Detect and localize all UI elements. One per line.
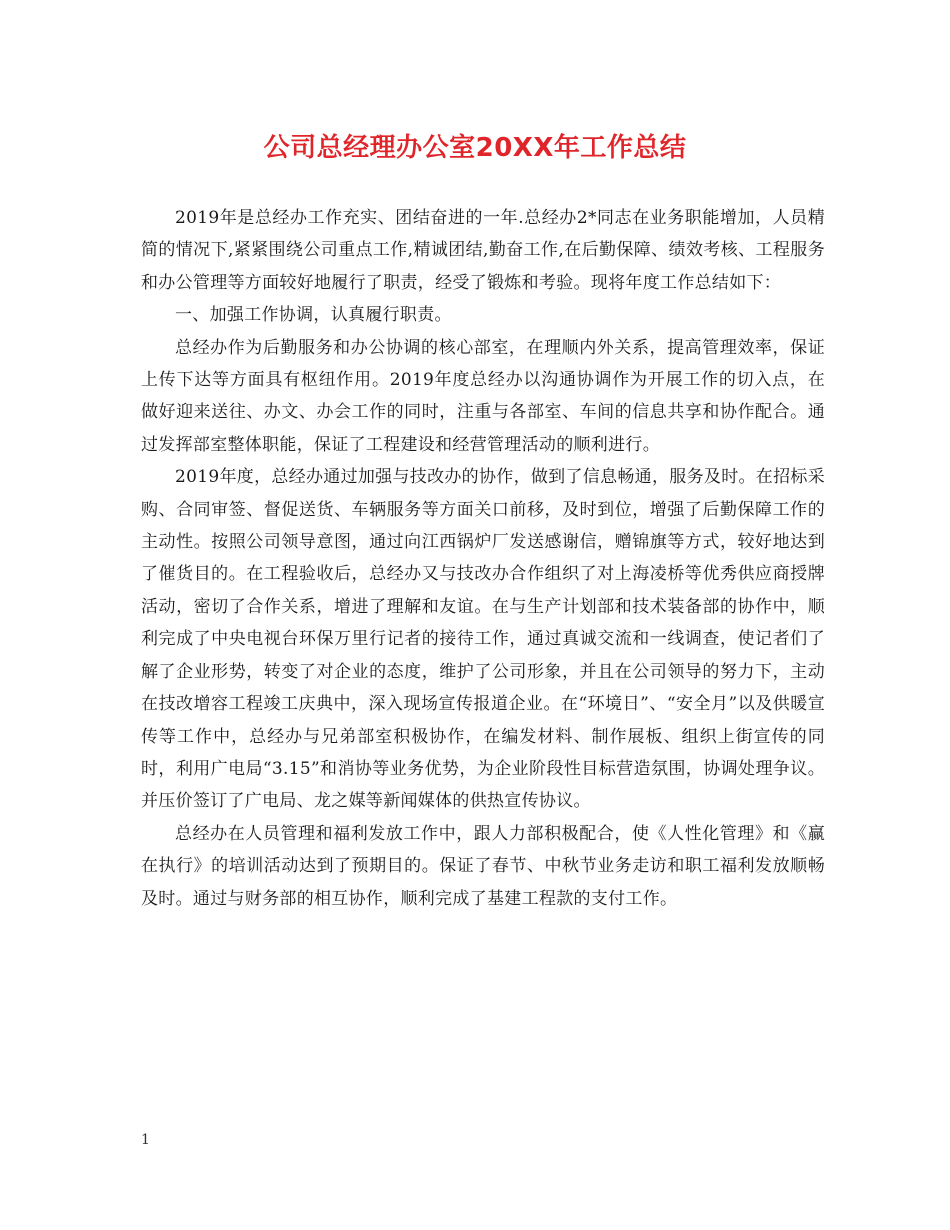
paragraph-coordination: 总经办作为后勤服务和办公协调的核心部室，在理顺内外关系，提高管理效率，保证上传下达等方面具有枢纽作用。2019年度总经办以沟通协调作为开展工作的切入点，在做好迎来送往、办文、办会工作的同时，注重与各部室、车间的信息共享和协作配合。通过发挥部室整体职能，保证了工程建设和经营管理活动的顺利进行。 (141, 337, 825, 455)
section-heading-1: 一、加强工作协调，认真履行职责。 (175, 305, 452, 326)
paragraph-personnel: 总经办在人员管理和福利发放工作中，跟人力部积极配合，使《人性化管理》和《赢在执行》的培训活动达到了预期目的。保证了春节、中秋节业务走访和职工福利发放顺畅及时。通过与财务部的相互协作，顺利完成了基建工程款的支付工作。 (141, 823, 825, 909)
page-number: 1 (141, 1132, 150, 1148)
paragraph-intro: 2019年是总经办工作充实、团结奋进的一年.总经办2*同志在业务职能增加，人员精简的情况下,紧紧围绕公司重点工作,精诚团结,勤奋工作,在后勤保障、绩效考核、工程服务和办公管理等方面较好地履行了职责，经受了锻炼和考验。现将年度工作总结如下： (141, 208, 825, 293)
paragraph-2019-cooperation: 2019年度，总经办通过加强与技改办的协作，做到了信息畅通，服务及时。在招标采购、合同审签、督促送货、车辆服务等方面关口前移，及时到位，增强了后勤保障工作的主动性。按照公司领导意图，通过向江西锅炉厂发送感谢信，赠锦旗等方式，较好地达到了催货目的。在工程验收后，总经办又与技改办合作组织了对上海凌桥等优秀供应商授牌活动，密切了合作关系，增进了理解和友谊。在与生产计划部和技术装备部的协作中，顺利完成了中央电视台环保万里行记者的接待工作，通过真诚交流和一线调查，使记者们了解了企业形势，转变了对企业的态度，维护了公司形象，并且在公司领导的努力下，主动在技改增容工程竣工庆典中，深入现场宣传报道企业。在“环境日”、“安全月”以及供暖宣传等工作中，总经办与兄弟部室积极协作，在编发材料、制作展板、组织上街宣传的同时，利用广电局“3.15”和消协等业务优势，为企业阶段性目标营造氛围，协调处理争议。并压价签订了广电局、龙之媒等新闻媒体的供热宣传协议。 (141, 467, 825, 812)
document-body (141, 202, 825, 915)
document-title: 公司总经理办公室20XX年工作总结 (263, 133, 687, 163)
